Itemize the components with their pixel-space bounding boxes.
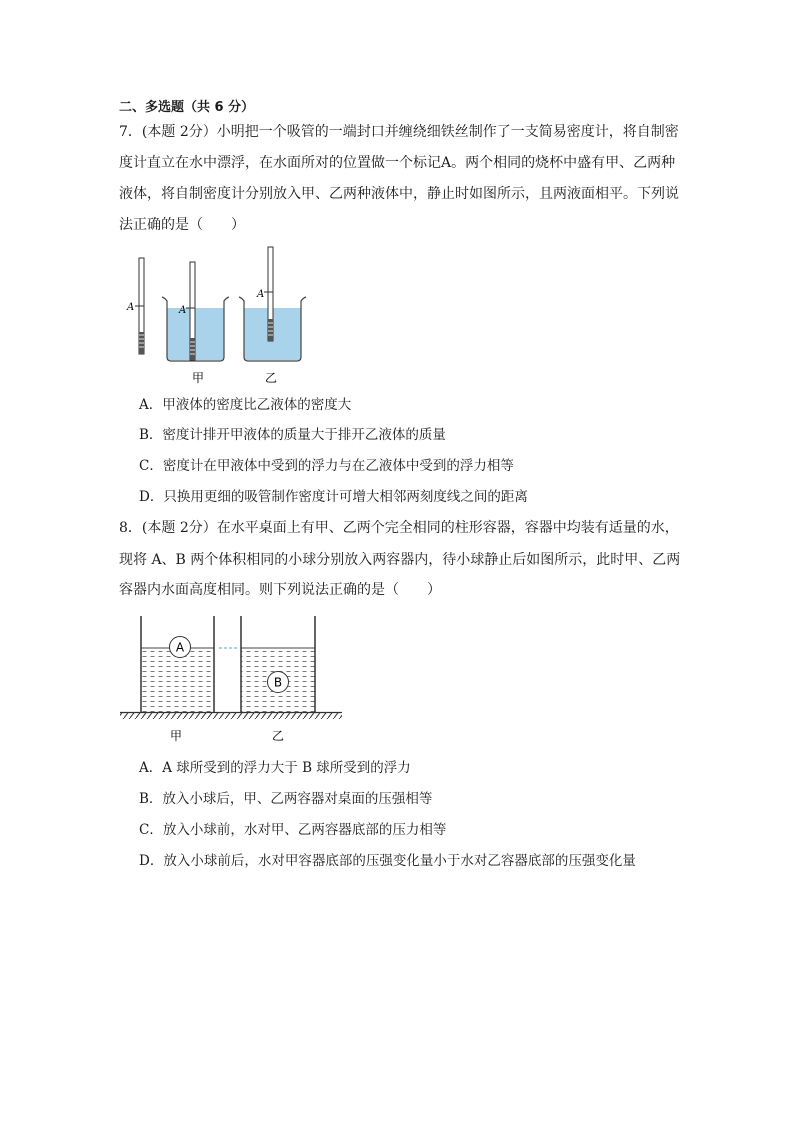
q7-option-b[interactable]: B．密度计排开甲液体的质量大于排开乙液体的质量	[139, 427, 446, 443]
hydrometer-marker-label: A	[127, 302, 135, 313]
section-title: 二、多选题（共 6 分）	[119, 100, 255, 115]
q8-line-2: 现将 A、B 两个体积相同的小球分别放入两容器内，待小球静止后如图所示，此时甲、乙两	[119, 552, 681, 568]
beaker-jia-marker-label: A	[179, 305, 187, 316]
table-hatch	[120, 713, 342, 719]
q7-option-c[interactable]: C．密度计在甲液体中受到的浮力与在乙液体中受到的浮力相等	[139, 458, 514, 474]
container-jia	[141, 616, 214, 712]
q7-option-d[interactable]: D．只换用更细的吸管制作密度计可增大相邻两刻度线之间的距离	[139, 489, 528, 505]
q8-line-3: 容器内水面高度相同。则下列说法正确的是（ ）	[119, 582, 441, 598]
q7-line-2: 度计直立在水中漂浮，在水面所对的位置做一个标记A。两个相同的烧杯中盛有甲、乙两种	[119, 155, 676, 171]
q8-option-c[interactable]: C．放入小球前，水对甲、乙两容器底部的压力相等	[139, 822, 447, 838]
beaker-yi-label: 乙	[265, 371, 278, 385]
q7-line-3: 液体，将自制密度计分别放入甲、乙两种液体中，静止时如图所示，且两液面相平。下列说	[119, 186, 679, 202]
q8-container-figure	[118, 614, 348, 746]
container-yi-label: 乙	[272, 729, 285, 743]
q7-hydrometer-figure	[120, 244, 320, 389]
q8-option-b[interactable]: B．放入小球后，甲、乙两容器对桌面的压强相等	[139, 791, 433, 807]
standalone-hydrometer	[126, 258, 144, 354]
q8-option-d[interactable]: D．放入小球前后，水对甲容器底部的压强变化量小于水对乙容器底部的压强变化量	[139, 853, 636, 869]
ball-a-label: A	[175, 640, 185, 655]
beaker-jia-label: 甲	[192, 371, 205, 385]
beaker-yi-marker-label: A	[257, 289, 265, 300]
container-jia-label: 甲	[170, 729, 183, 743]
q7-line-4: 法正确的是（ ）	[119, 217, 245, 233]
beaker-jia	[162, 262, 229, 361]
beaker-yi	[239, 247, 306, 361]
q8-option-a[interactable]: A．A 球所受到的浮力大于 B 球所受到的浮力	[139, 760, 411, 776]
ball-b-label: B	[273, 675, 283, 690]
q7-line-1: 7．(本题 2分）小明把一个吸管的一端封口并缠绕细铁丝制作了一支简易密度计，将自制密	[119, 124, 679, 140]
container-yi	[241, 616, 315, 712]
q8-line-1: 8．(本题 2分）在水平桌面上有甲、乙两个完全相同的柱形容器，容器中均装有适量的水，	[119, 520, 679, 536]
q7-option-a[interactable]: A．甲液体的密度比乙液体的密度大	[139, 397, 352, 413]
